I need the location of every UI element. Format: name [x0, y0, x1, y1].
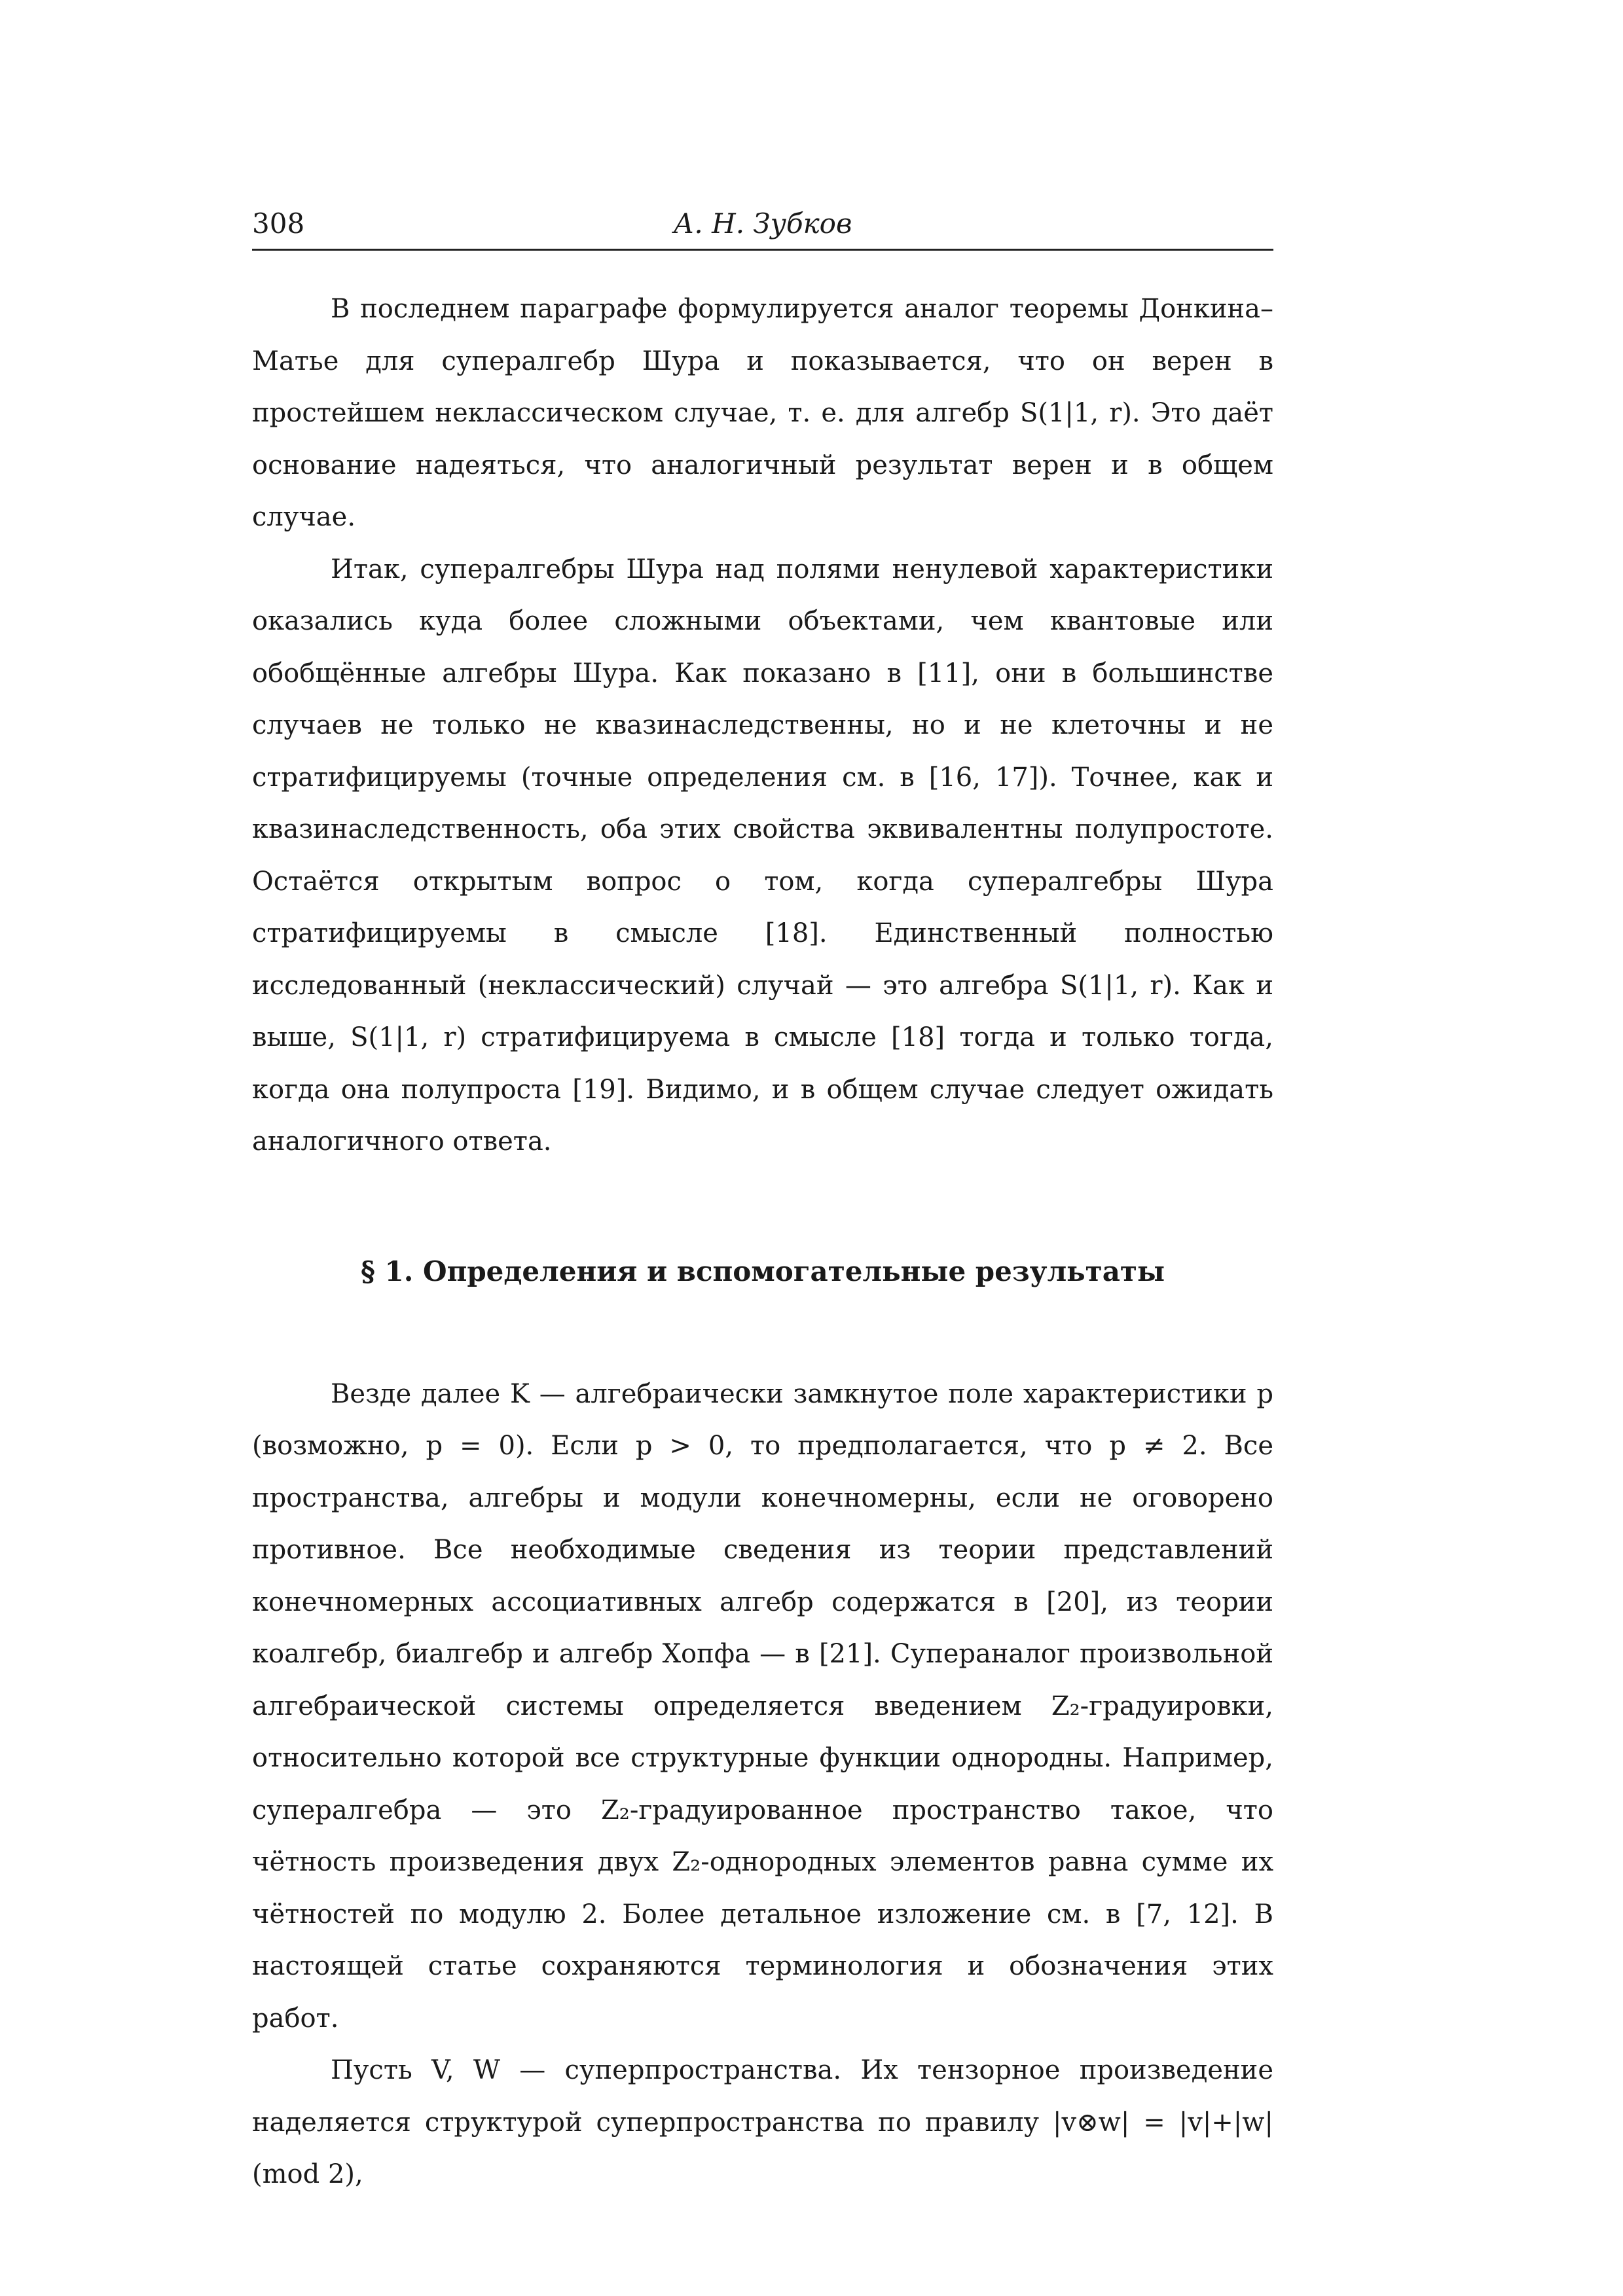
paragraph-section-1: Везде далее K — алгебраически замкнутое поле характеристики p (возможно, p = 0). Если p > 0, то предполагается, что p ≠ 2. Все пространства, алгебры и модули конечномерны, если не оговорено противное. Все необходимые сведения из теории представлений конечномерных ассоциативных алгебр содержатся в [20], из теории коалгебр, биалгебр и алгебр Хопфа — в [21]. Супераналог произвольной алгебраической системы определяется введением Z₂-градуировки, относительно которой все структурные функции однородны. Например, супералгебра — это Z₂-градуированное пространство такое, что чётность произведения двух Z₂-однородных элементов равна сумме их чётностей по модулю 2. Более детальное изложение см. в [7, 12]. В настоящей статье сохраняются терминология и обозначения этих работ.	[252, 1378, 1273, 2034]
running-title: А. Н. Зубков	[673, 207, 852, 240]
paragraph-section-2: Пусть V, W — суперпространства. Их тензорное произведение наделяется структурой суперпространства по правилу |v⊗w| = |v|+|w| (mod 2),	[252, 2055, 1273, 2189]
section-heading: § 1. Определения и вспомогательные результаты	[360, 1255, 1165, 1287]
body-text	[252, 283, 1273, 2201]
page-number: 308	[252, 207, 305, 240]
running-head	[252, 196, 1273, 251]
paragraph-intro-2: Итак, супералгебры Шура над полями ненулевой характеристики оказались куда более сложными объектами, чем квантовые или обобщённые алгебры Шура. Как показано в [11], они в большинстве случаев не только не квазинаследственны, но и не клеточны и не стратифицируемы (точные определения см. в [16, 17]). Точнее, как и квазинаследственность, оба этих свойства эквивалентны полупростоте. Остаётся открытым вопрос о том, когда супералгебры Шура стратифицируемы в смысле [18]. Единственный полностью исследованный (неклассический) случай — это алгебра S(1|1, r). Как и выше, S(1|1, r) стратифицируема в смысле [18] тогда и только тогда, когда она полупроста [19]. Видимо, и в общем случае следует ожидать аналогичного ответа.	[252, 554, 1273, 1157]
paragraph-intro-1: В последнем параграфе формулируется аналог теоремы Донкина–Матье для суперaлгебр Шура и показывается, что он верен в простейшем неклассическом случае, т. е. для алгебр S(1|1, r). Это даёт основание надеяться, что аналогичный результат верен и в общем случае.	[252, 294, 1273, 532]
page	[252, 196, 1273, 2201]
